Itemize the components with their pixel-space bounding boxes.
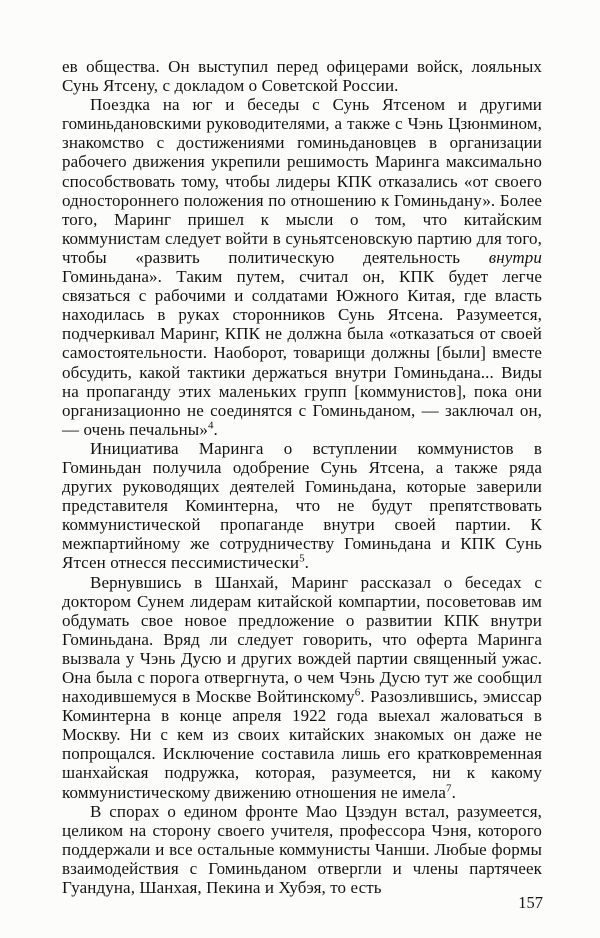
page-text bbox=[62, 57, 542, 897]
paragraph: В спорах о едином фронте Мао Цзэдун встал, разумеется, целиком на сторону своего учителя, профессора Чэня, которого поддержали и все остальные коммунисты Чанши. Любые формы взаимодействия с Гоминьданом отвергли и члены партячеек Гуандуна, Шанхая, Пекина и Хубэя, то есть bbox=[62, 801, 542, 898]
paragraph: ев общества. Он выступил перед офицерами войск, лояльных Сунь Ятсену, с докладом о Советской России. bbox=[62, 57, 542, 96]
paragraph: Вернувшись в Шанхай, Маринг рассказал о беседах с доктором Сунем лидерам китайской компартии, посоветовав им обдумать свое новое предложение о развитии КПК внутри Гоминьдана. Вряд ли следует говорить, что оферта Маринга вызвала у Чэнь Дусю и других вождей партии священный ужас. Она была с порога отвергнута, о чем Чэнь Дусю тут же сообщил находившемуся в Москве Войтинскому$^6$. Разозлившись, эмиссар Коминтерна в конце апреля 1922 года выехал жаловаться в Москву. Ни с кем из своих китайских знакомых он даже не попрощался. Исключение составила лишь его кратковременная шанхайская подружка, которая, разумеется, ни к какому коммунистическому движению отношения не имела$^7$. bbox=[62, 572, 543, 802]
paragraph: Инициатива Маринга о вступлении коммунистов в Гоминьдан получила одобрение Сунь Ятсена, а также ряда других руководящих деятелей Гоминьдана, которые заверили представителя Коминтерна, что не будут препятствовать коммунистической пропаганде внутри своей партии. К межпартийному же сотрудничеству Гоминьдана и КПК Сунь Ятсен отнесся пессимистически$^5$. bbox=[62, 438, 542, 573]
paragraph: Поездка на юг и беседы с Сунь Ятсеном и другими гоминьдановскими руководителями, а также с Чэнь Цзюнмином, знакомство с достижениями гоминьдановцев в организации рабочего движения укрепили решимость Маринга максимально способствовать тому, чтобы лидеры КПК отказались «от своего одностороннего положения по отношению к Гоминьдану». Более того, Маринг пришел к мысли о том, что китайским коммунистам следует войти в суньятсеновскую партию для того, чтобы «развить политическую деятельность внутри Гоминьдана». Таким путем, считал он, КПК будет легче связаться с рабочими и солдатами Южного Китая, где власть находилась в руках сторонников Сунь Ятсена. Разумеется, подчеркивал Маринг, КПК не должна была «отказаться от своей самостоятельности. Наоборот, товарищи должны [были] вместе обсудить, какой тактики держаться внутри Гоминьдана... Виды на пропаганду этих маленьких групп [коммунистов], пока они организационно не соединятся с Гоминьданом, — заключал он, — очень печальны»$^4$. bbox=[62, 95, 542, 439]
page-number: 157 bbox=[518, 893, 543, 912]
